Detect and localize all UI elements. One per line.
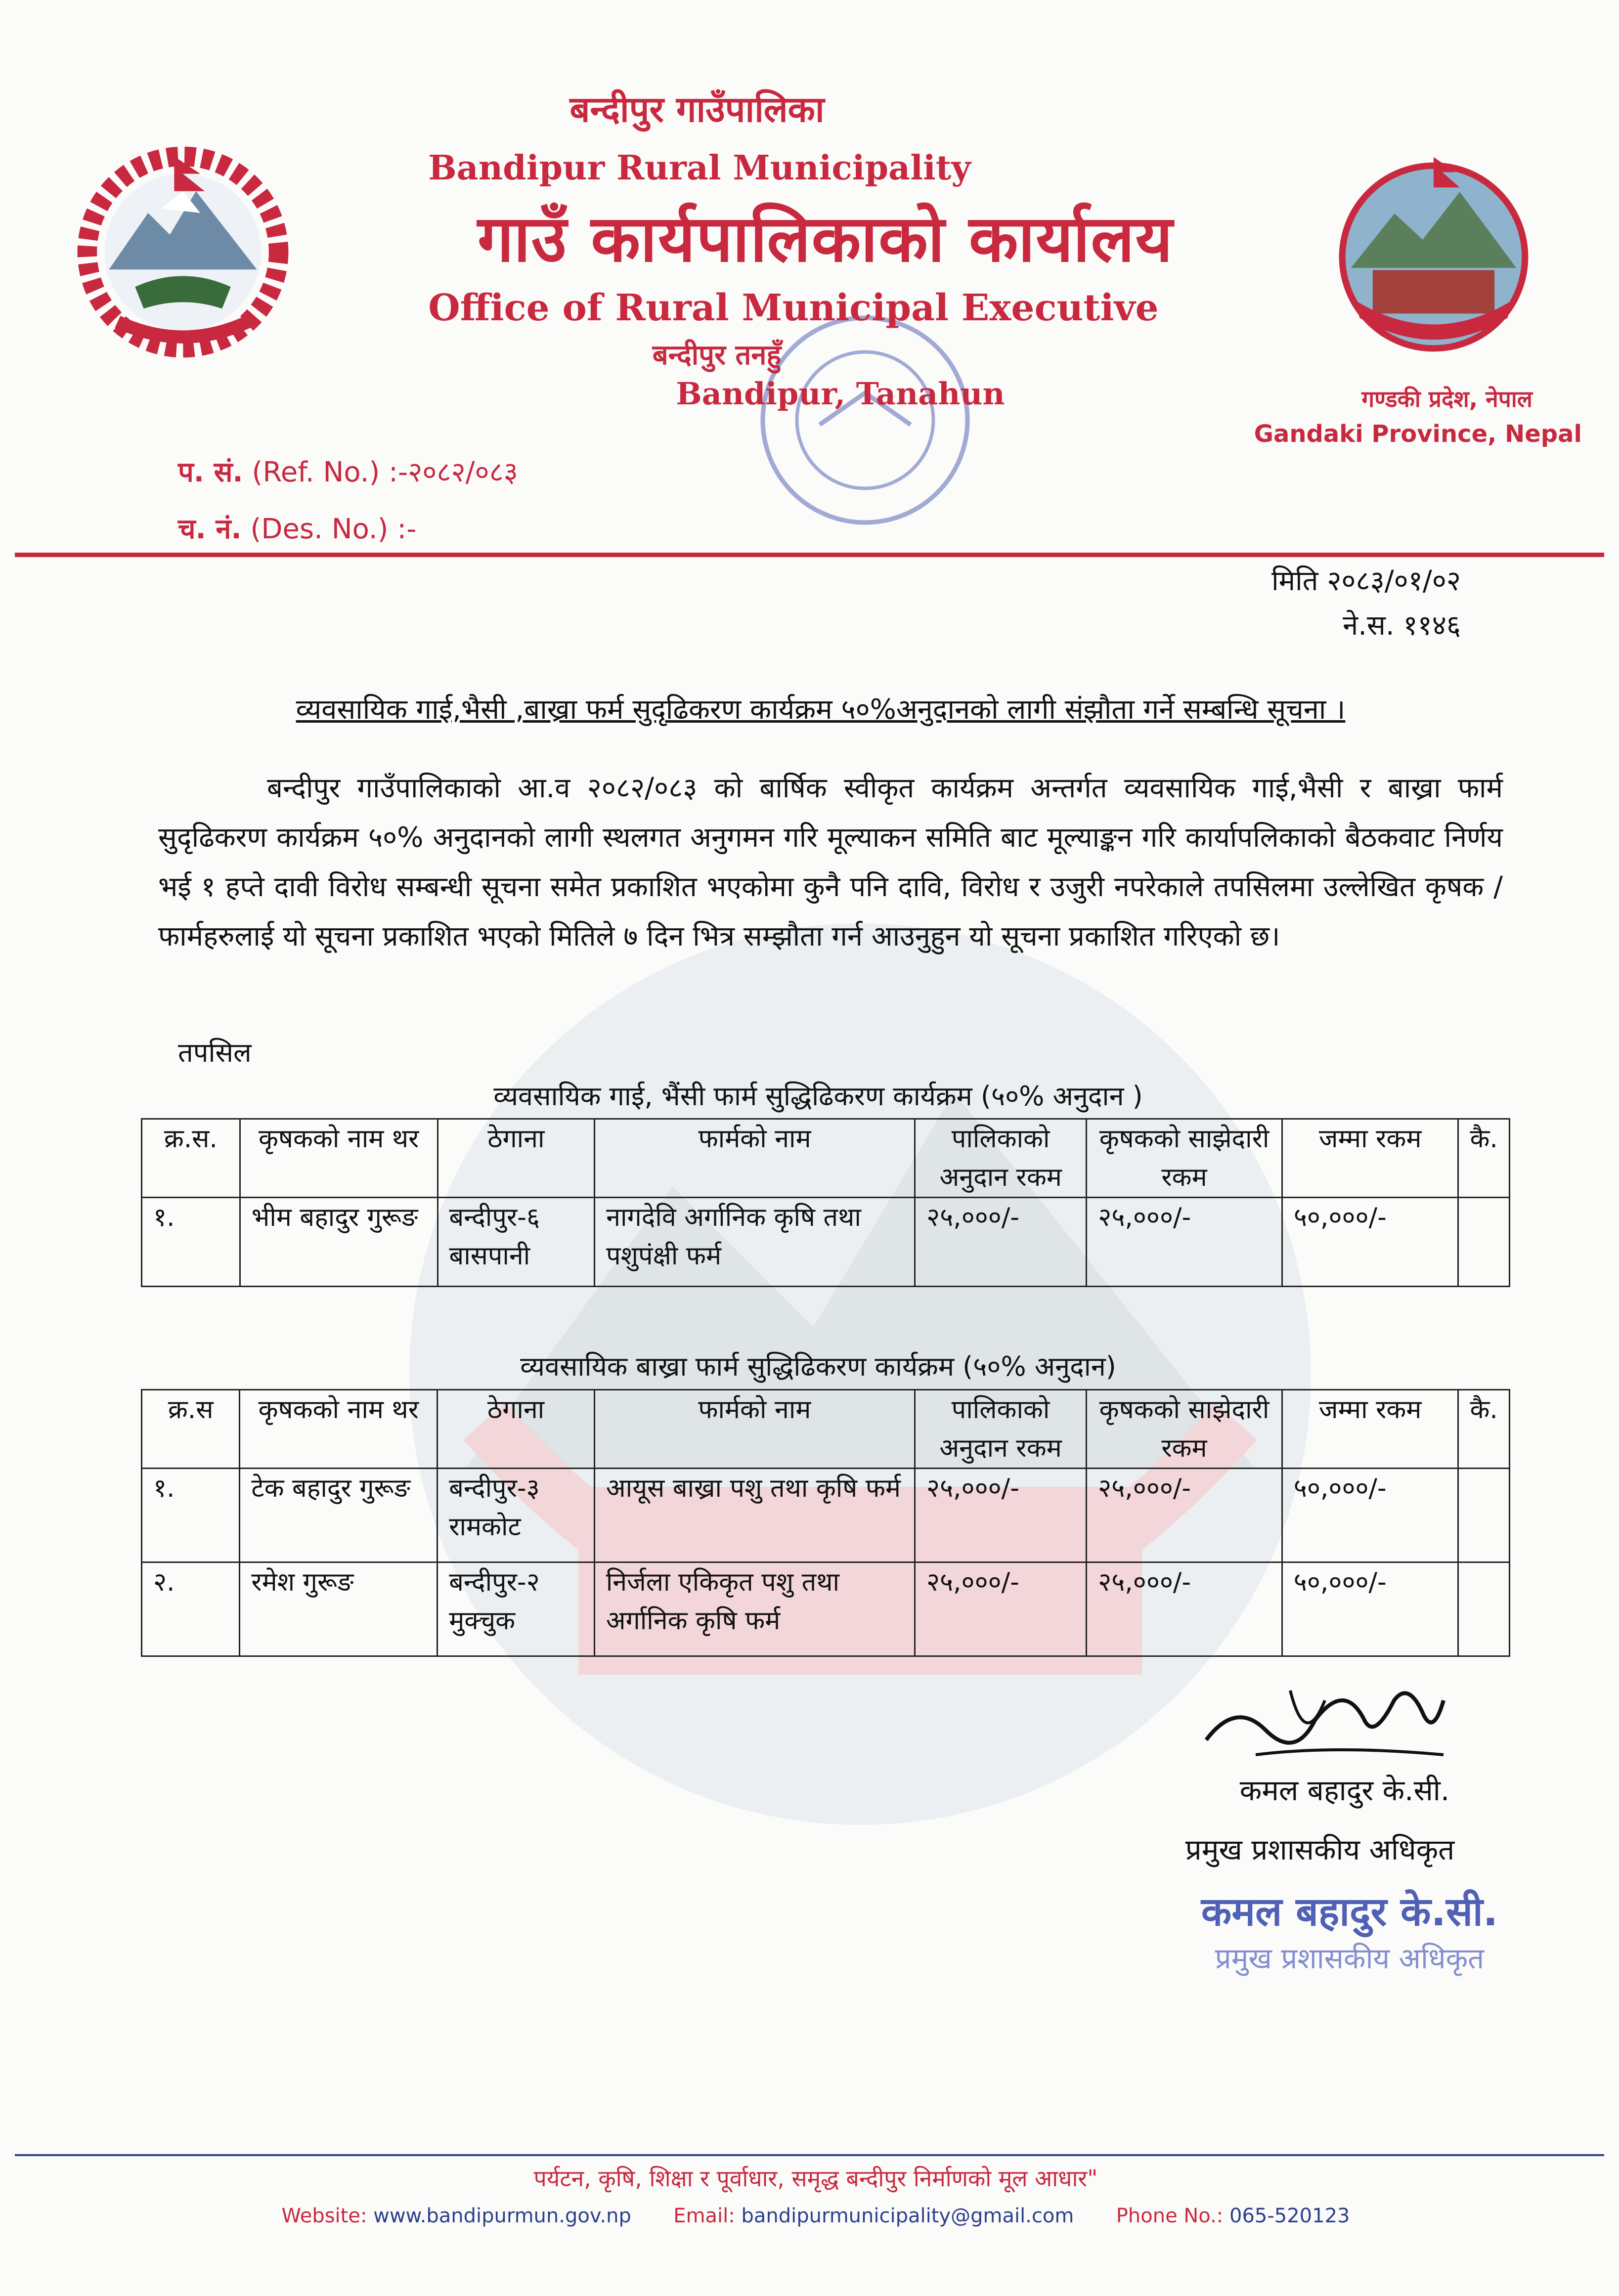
table-cell: आयूस बाख्रा पशु तथा कृषि फर्म bbox=[594, 1469, 915, 1562]
table-cell: २५,०००/- bbox=[1087, 1469, 1282, 1562]
col-header: ठेगाना bbox=[438, 1390, 595, 1469]
col-header: कृषकको साझेदारी रकम bbox=[1087, 1390, 1282, 1469]
handwritten-signature bbox=[1196, 1661, 1453, 1770]
dispatch-number bbox=[178, 509, 416, 547]
table-cell: ५०,०००/- bbox=[1282, 1562, 1458, 1656]
col-header: फार्मको नाम bbox=[595, 1119, 915, 1198]
goat-farm-table bbox=[141, 1389, 1510, 1657]
table-cell: २५,०००/- bbox=[915, 1198, 1087, 1287]
col-header: कृषकको साझेदारी रकम bbox=[1087, 1119, 1282, 1198]
table-cell: बन्दीपुर-३ रामकोट bbox=[438, 1469, 595, 1562]
name-stamp: कमल बहादुर के.सी. bbox=[1201, 1889, 1498, 1935]
col-header: जम्मा रकम bbox=[1282, 1390, 1458, 1469]
footer-divider bbox=[15, 2154, 1604, 2156]
table-row bbox=[142, 1469, 1510, 1562]
col-header: पालिकाको अनुदान रकम bbox=[915, 1390, 1086, 1469]
email-label: Email: bbox=[673, 2205, 735, 2227]
ref-number bbox=[178, 452, 518, 490]
table-cell bbox=[1458, 1469, 1510, 1562]
footer-contact bbox=[247, 2205, 1384, 2227]
table-cell: ५०,०००/- bbox=[1282, 1198, 1458, 1287]
province-np: गण्डकी प्रदेश, नेपाल bbox=[1361, 386, 1532, 412]
ref-label-en: (Ref. No.) bbox=[252, 456, 380, 488]
table-header-row bbox=[142, 1390, 1510, 1469]
col-header: पालिकाको अनुदान रकम bbox=[915, 1119, 1087, 1198]
col-header: कृषकको नाम थर bbox=[240, 1390, 438, 1469]
table-cell: २५,०००/- bbox=[915, 1469, 1086, 1562]
nepal-emblem-icon bbox=[74, 143, 292, 361]
title-stamp: प्रमुख प्रशासकीय अधिकृत bbox=[1215, 1942, 1485, 1975]
phone-label: Phone No.: bbox=[1116, 2205, 1224, 2227]
website-label: Website: bbox=[281, 2205, 367, 2227]
col-header: ठेगाना bbox=[438, 1119, 595, 1198]
place-np: बन्दीपुर तनहुँ bbox=[652, 339, 782, 371]
table-cell: टेक बहादुर गुरूङ bbox=[240, 1469, 438, 1562]
table-row bbox=[142, 1562, 1510, 1656]
col-header: कृषकको नाम थर bbox=[240, 1119, 438, 1198]
header-divider bbox=[15, 553, 1604, 557]
municipality-name-np: बन्दीपुर गाउँपालिका bbox=[569, 88, 825, 130]
table-cell bbox=[1458, 1562, 1510, 1656]
col-header: कै. bbox=[1458, 1119, 1510, 1198]
website-link[interactable]: www.bandipurmun.gov.np bbox=[373, 2205, 631, 2227]
municipality-name-en: Bandipur Rural Municipality bbox=[428, 148, 971, 188]
col-header: कै. bbox=[1458, 1390, 1510, 1469]
signatory-title: प्रमुख प्रशासकीय अधिकृत bbox=[1185, 1833, 1455, 1866]
table-cell: २. bbox=[142, 1562, 240, 1656]
table-row bbox=[142, 1198, 1510, 1287]
col-header: जम्मा रकम bbox=[1282, 1119, 1458, 1198]
table-cell bbox=[1458, 1198, 1510, 1287]
notice-subject: व्यवसायिक गाई,भैसी ,बाख्रा फर्म सुदृढिकरण कार्यक्रम ५०%अनुदानको लागी संझौता गर्ने सम्बन्धि सूचना । bbox=[296, 693, 1346, 726]
ref-value: :-२०८२/०८३ bbox=[389, 456, 518, 488]
col-header: फार्मको नाम bbox=[594, 1390, 915, 1469]
table-cell: भीम बहादुर गुरूङ bbox=[240, 1198, 438, 1287]
table-cell: ५०,०००/- bbox=[1282, 1469, 1458, 1562]
des-label-np: च. नं. bbox=[178, 513, 242, 545]
col-header: क्र.स. bbox=[142, 1119, 240, 1198]
province-en: Gandaki Province, Nepal bbox=[1254, 420, 1582, 448]
col-header: क्र.स bbox=[142, 1390, 240, 1469]
des-label-en: (Des. No.) bbox=[250, 513, 389, 545]
date-miti: मिति २०८३/०१/०२ bbox=[1271, 565, 1461, 597]
cattle-farm-table bbox=[141, 1118, 1510, 1287]
des-value: :- bbox=[397, 513, 417, 545]
table-cell: २५,०००/- bbox=[1087, 1198, 1282, 1287]
table-cell: १. bbox=[142, 1198, 240, 1287]
table2-caption: व्यवसायिक बाख्रा फार्म सुद्धिढिकरण कार्यक्रम (५०% अनुदान) bbox=[520, 1351, 1116, 1382]
table-header-row bbox=[142, 1119, 1510, 1198]
table-cell: बन्दीपुर-६ बासपानी bbox=[438, 1198, 595, 1287]
signatory-name: कमल बहादुर के.सी. bbox=[1239, 1774, 1450, 1807]
table-cell: १. bbox=[142, 1469, 240, 1562]
phone-number: 065-520123 bbox=[1229, 2205, 1350, 2227]
table-cell: २५,०००/- bbox=[1087, 1562, 1282, 1656]
table-cell: रमेश गुरूङ bbox=[240, 1562, 438, 1656]
tapsil-label: तपसिल bbox=[178, 1037, 252, 1068]
ref-label-np: प. सं. bbox=[178, 456, 243, 488]
office-title-np: गाउँ कार्यपालिकाको कार्यालय bbox=[478, 201, 1174, 276]
table-cell: निर्जला एकिकृत पशु तथा अर्गानिक कृषि फर्म bbox=[594, 1562, 915, 1656]
email-link[interactable]: bandipurmunicipality@gmail.com bbox=[741, 2205, 1074, 2227]
table-cell: बन्दीपुर-२ मुक्चुक bbox=[438, 1562, 595, 1656]
office-title-en: Office of Rural Municipal Executive bbox=[428, 287, 1159, 329]
table1-caption: व्यवसायिक गाई, भैंसी फार्म सुद्धिढिकरण कार्यक्रम (५०% अनुदान ) bbox=[493, 1081, 1143, 1112]
table-cell: २५,०००/- bbox=[915, 1562, 1086, 1656]
notice-body: बन्दीपुर गाउँपालिकाको आ.व २०८२/०८३ को बार्षिक स्वीकृत कार्यक्रम अन्तर्गत व्यवसायिक गाई,भैसी र बाख्रा फार्म सुदृढिकरण कार्यक्रम ५०% अनुदानको लागी स्थलगत अनुगमन गरि मूल्याकन समिति बाट मूल्याङ्कन गरि कार्यापलिकाको बैठकवाट निर्णय भई १ हप्ते दावी विरोध सम्बन्धी सूचना समेत प्रकाशित भएकोमा कुनै पनि दावि, विरोध र उजुरी नपरेकाले तपसिलमा उल्लेखित कृषक /फार्महरुलाई यो सूचना प्रकाशित भएको मितिले ७ दिन भित्र सम्झौता गर्न आउनुहुन यो सूचना प्रकाशित गरिएको छ। bbox=[158, 772, 1503, 953]
date-nepal-sambat: ने.स. ११४६ bbox=[1343, 609, 1461, 642]
place-en: Bandipur, Tanahun bbox=[676, 376, 1005, 412]
table-cell: नागदेवि अर्गानिक कृषि तथा पशुपंक्षी फर्म bbox=[595, 1198, 915, 1287]
footer-slogan: पर्यटन, कृषि, शिक्षा र पूर्वाधार, समृद्ध बन्दीपुर निर्माणको मूल आधार" bbox=[533, 2165, 1098, 2192]
municipality-logo-icon bbox=[1325, 148, 1542, 366]
